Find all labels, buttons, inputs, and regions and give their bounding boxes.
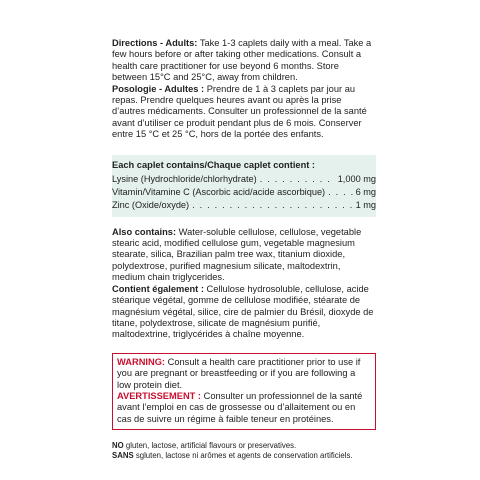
also-contains-en bbox=[112, 227, 376, 284]
ingredients-heading: Each caplet contains/Chaque caplet contient : bbox=[112, 159, 316, 170]
also-contains-fr-label: Contient également : bbox=[112, 283, 204, 294]
leader-dots bbox=[328, 186, 352, 199]
free-from-fr-text: sgluten, lactose ni arômes et agents de conservation artificiels. bbox=[135, 451, 353, 461]
leader-dots bbox=[192, 199, 352, 212]
free-from-en-text: gluten, lactose, artificial flavours or preservatives. bbox=[125, 441, 297, 451]
free-from-en bbox=[112, 441, 376, 451]
ingredients-panel bbox=[112, 155, 376, 217]
directions-en bbox=[112, 38, 376, 84]
ingredient-amount: 6 mg bbox=[355, 186, 376, 197]
warning-en-text: Consult a health care practitioner prior to use if you are pregnant or breastfeeding or if you are following a low protein diet. bbox=[117, 356, 361, 390]
free-from-en-label: NO bbox=[112, 441, 124, 451]
warning-box bbox=[112, 353, 376, 430]
also-contains-fr bbox=[112, 284, 376, 341]
ingredient-name: Vitamin/Vitamine C (Ascorbic acid/acide ascorbique) bbox=[112, 186, 326, 197]
directions-fr-text: Prendre de 1 à 3 caplets par jour au repas. Prendre quelques heures avant ou après la prise d’autres médicaments. Consulter un professionnel de la santé avant d’utiliser ce produit pendant plus de 6 mois. Conserver entre 15 °C et 25 °C, hors de la portée des enfants. bbox=[112, 83, 367, 140]
directions-fr bbox=[112, 84, 376, 141]
free-from-fr-label: SANS bbox=[112, 451, 134, 461]
free-from-section bbox=[112, 441, 376, 461]
ingredient-row bbox=[112, 199, 376, 212]
also-contains-en-label: Also contains: bbox=[112, 226, 177, 237]
warning-en-label: WARNING: bbox=[117, 356, 166, 367]
ingredient-name: Zinc (Oxide/oxyde) bbox=[112, 199, 190, 210]
directions-en-text: Take 1-3 caplets daily with a meal. Take a few hours before or after taking other medications. Consult a health care practitioner for use beyond 6 months. Store between 15°C and 25°C, away from children. bbox=[112, 38, 372, 83]
ingredient-amount: 1,000 mg bbox=[337, 173, 376, 184]
warning-fr bbox=[117, 391, 371, 425]
free-from-fr bbox=[112, 451, 376, 461]
also-contains-section bbox=[112, 227, 376, 341]
leader-dots bbox=[260, 173, 335, 186]
supplement-label bbox=[112, 38, 376, 462]
warning-en bbox=[117, 357, 371, 391]
warning-fr-text: Consulter un professionnel de la santé avant l’emploi en cas de grossesse ou d’allaitement ou en cas de suivre un régime à faible teneur en protéines. bbox=[117, 390, 363, 424]
also-contains-en-text: Water-soluble cellulose, cellulose, vegetable stearic acid, modified cellulose gum, vegetable magnesium stearate, silica, Brazilian palm tree wax, titanium dioxide, polydextrose, purified magnesium silicate, maltodextrin, medium chain triglycerides. bbox=[112, 226, 362, 283]
also-contains-fr-text: Cellulose hydrosoluble, cellulose, acide stéarique végétal, gomme de cellulose modifiée, stéarate de magnésium végétal, silice, cire de palmier du Brésil, dioxyde de titane, polydextrose, silicate de magnésium purifié, maltodextrine, triglycérides à chaîne moyenne. bbox=[112, 283, 374, 340]
ingredient-name: Lysine (Hydrochloride/chlorhydrate) bbox=[112, 173, 257, 184]
ingredient-amount: 1 mg bbox=[355, 199, 376, 210]
directions-en-label: Directions - Adults: bbox=[112, 38, 198, 48]
ingredient-row bbox=[112, 186, 376, 199]
directions-fr-label: Posologie - Adultes : bbox=[112, 83, 205, 94]
warning-fr-label: AVERTISSEMENT : bbox=[117, 390, 202, 401]
ingredient-row bbox=[112, 173, 376, 186]
